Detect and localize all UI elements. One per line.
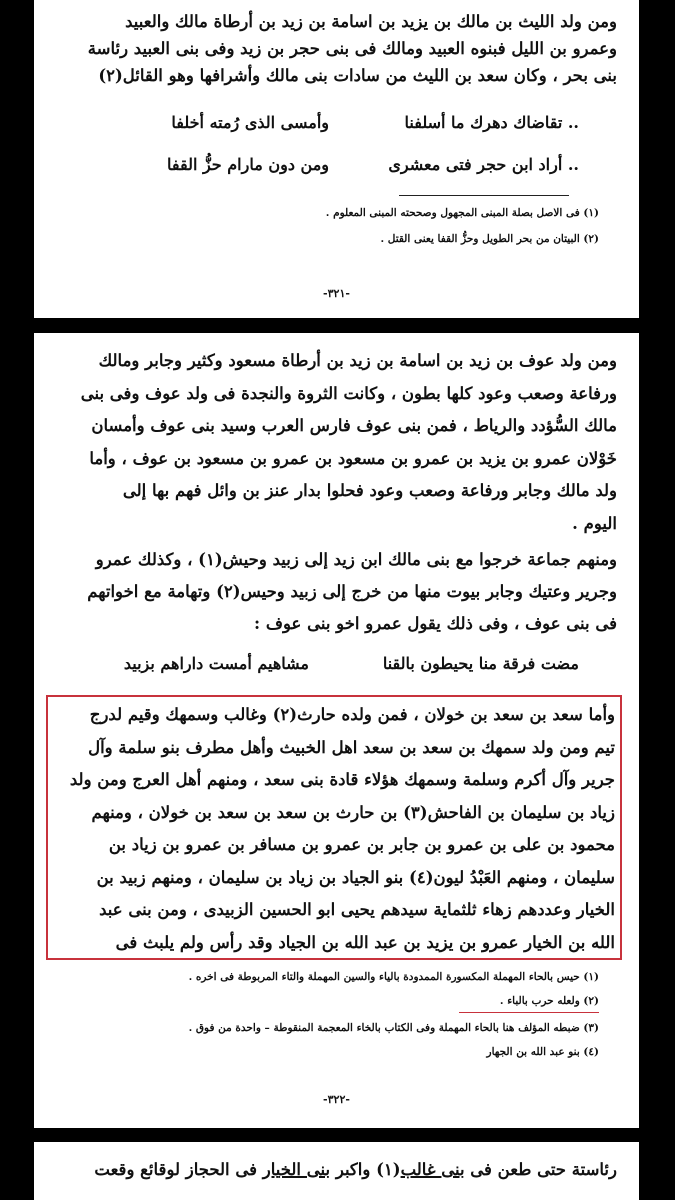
text-line: زياد بن سليمان بن الفاحش(٣) بن حارث بن سعد بن سعد بن خولان ، ومنهم (91, 802, 615, 822)
verse-2-hemistich-right: .. أراد ابن حجر فتى معشرى (388, 155, 579, 174)
paragraph-awf (56, 345, 617, 540)
paragraph-saad-highlighted (58, 699, 615, 959)
verse-1-hemistich-left: وأمسى الذى رُمته أخلفا (171, 113, 329, 132)
text-line: جرير وآل أكرم وسلمة وسمهك هؤلاء قادة بنى سعد ، ومنهم أهل العرج ومن ولد (69, 770, 615, 789)
page-number: -٣٢١- (323, 287, 350, 300)
verse-hemistich-left: مشاهيم أمست داراهم بزبيد (123, 654, 309, 673)
text-line: وعمرو بن الليل فبنوه العبيد ومالك فى بنى حجر بن زيد وفى بنى العبيد رئاسة (87, 39, 617, 58)
verse-1-hemistich-right: .. تقاضاك دهرك ما أسلفنا (404, 113, 579, 132)
page-322 (34, 333, 639, 1128)
text-line: اليوم . (572, 513, 617, 533)
text-line: ولد مالك وجابر ورفاعة وصعب وعود فحلوا بدار عنز بن وائل فهم بها إلى (122, 481, 617, 500)
page-323-partial (34, 1142, 639, 1200)
paragraph-zabid (56, 544, 617, 640)
footnote-1: (١) فى الاصل بصلة المبنى المجهول وصححته المبنى المعلوم . (325, 207, 599, 219)
text-line: سليمان ، ومنهم العَبْدُ ليون(٤) بنو الجياد بن زياد بن سليمان ، ومنهم زبيد بن (96, 867, 615, 887)
text-segment: (١) واكبر (330, 1160, 401, 1179)
text-line: مالك السُّؤدد والرياط ، فمن بنى عوف فارس العرب وسيد بنى عوف وأمسان (91, 416, 617, 435)
text-line: فى بنى عوف ، وفى ذلك يقول عمرو اخو بنى عوف : (254, 614, 617, 633)
verse-hemistich-right: مضت فرقة منا يحيطون بالقنا (382, 654, 579, 673)
text-line: بنى بحر ، وكان سعد بن الليث من سادات بنى مالك وأشرافها وهو القائل(٢) (98, 66, 617, 85)
red-underline (459, 1012, 599, 1013)
paragraph-laith (56, 8, 617, 89)
text-line: ومنهم جماعة خرجوا مع بنى مالك ابن زيد إلى زبيد وحيش(١) ، وكذلك عمرو (95, 550, 617, 569)
footnote-1: (١) حيس بالحاء المهملة المكسورة الممدودة بالياء والسين المهملة والتاء المربوطة فى اخره . (188, 971, 599, 983)
footnote-4: (٤) بنو عبد الله بن الجهار (486, 1046, 599, 1058)
text-line: الخيار وعددهم زهاء ثلثماية سيدهم يحيى ابو الحسين الزبيدى ، ومن بنى عبد (99, 900, 615, 919)
underlined-text: بنى غالب (400, 1160, 465, 1179)
footnote-separator (399, 195, 569, 196)
text-line: الله بن الخيار عمرو بن يزيد بن عبد الله بن الجياد وقد رأس ولم يلبث فى (115, 932, 615, 952)
underlined-text: بنى الخيار (262, 1160, 331, 1179)
text-line: تيم ومن ولد سمهك بن سعد بن سعد اهل الخبيث وأهل مطرف بنو سلمة وآل (88, 737, 615, 757)
text-segment: فى الحجاز لوقائع وقعت (94, 1160, 263, 1179)
text-line: وأما سعد بن سعد بن خولان ، فمن ولده حارث(٢) وغالب وسمهك وقيم لدرج (89, 705, 615, 724)
text-line: ومن ولد الليث بن مالك بن يزيد بن اسامة بن زيد بن أرطاة مالك والعبيد (125, 12, 617, 31)
footnote-2: (٢) ولعله حرب بالباء . (499, 995, 599, 1007)
text-segment: رئاستة حتى طعن فى (464, 1160, 617, 1179)
footnote-3: (٣) ضبطه المؤلف هنا بالحاء المهملة وفى الكتاب بالخاء المعجمة المنقوطة – واحدة من فوق . (188, 1022, 599, 1034)
footnote-2: (٢) البيتان من بحر الطويل وحزُّ القفا يعنى القتل . (380, 233, 599, 245)
paragraph-continuation (56, 1154, 617, 1186)
text-line: ومن ولد عوف بن زيد بن اسامة بن زيد بن أرطاة مسعود وكثير وجابر ومالك (98, 351, 617, 370)
text-line: خَوْلان عمرو بن يزيد بن عمرو بن مسعود بن عمرو بن مسعود بن عوف ، وأما (89, 448, 617, 468)
page-321 (34, 0, 639, 318)
text-line: وجرير وعتيك وجابر بيوت منها من خرج إلى زبيد وحيس(٢) وتهامة مع اخواتهم (87, 582, 617, 601)
page-number: -٣٢٢- (323, 1093, 350, 1106)
text-line: ورفاعة وصعب وعود كلها بطون ، وكانت الثروة والنجدة فى ولد عوف وفى بنى (80, 383, 617, 403)
text-line: محمود بن على بن عمرو بن جابر بن عمرو بن مسافر بن عمرو بن زياد بن (108, 835, 615, 854)
verse-2-hemistich-left: ومن دون مارام حزُّ القفا (167, 155, 329, 174)
